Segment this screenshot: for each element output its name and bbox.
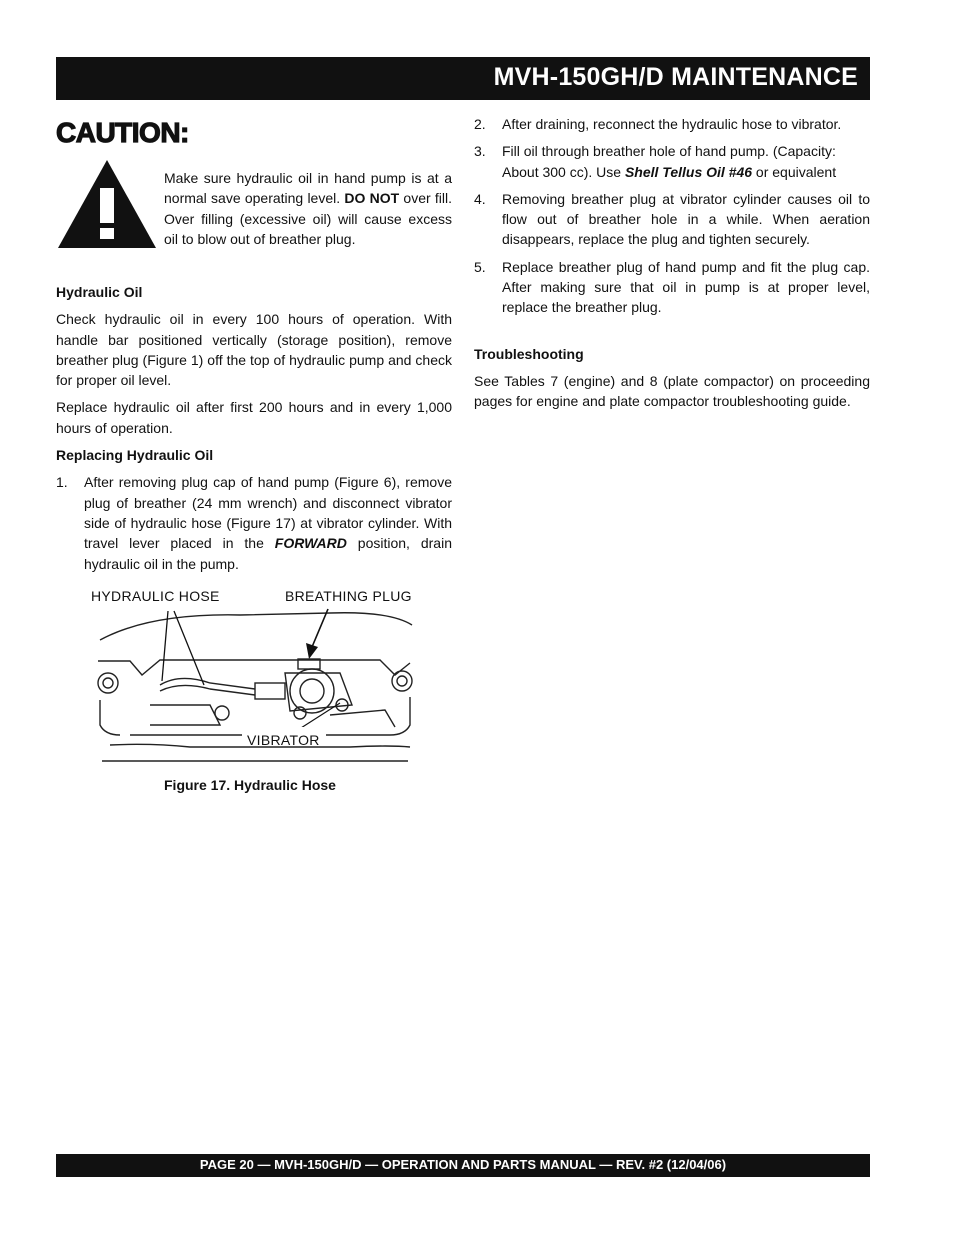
- step-number: 5.: [474, 258, 486, 275]
- hydraulic-oil-heading: Hydraulic Oil: [56, 284, 143, 300]
- replacing-oil-heading: Replacing Hydraulic Oil: [56, 447, 214, 464]
- breathing-plug-label: BREATHING PLUG: [285, 588, 412, 604]
- figure-caption: Figure 17. Hydraulic Hose: [164, 777, 336, 793]
- left-column: [56, 282, 452, 581]
- step-text: Replace breather plug of hand pump and fit the plug cap. After making sure that oil in pump is at proper level, replace the breather plug.: [502, 258, 870, 316]
- warning-triangle-icon: [56, 158, 158, 250]
- step-number: 2.: [474, 116, 486, 132]
- troubleshooting-heading: Troubleshooting: [474, 345, 584, 362]
- hydraulic-oil-para-2: Replace hydraulic oil after first 200 hours and in every 1,000 hours of operation.: [56, 399, 452, 436]
- troubleshooting-text: See Tables 7 (engine) and 8 (plate compactor) on proceeding pages for engine and plate compactor troubleshooting guide.: [474, 372, 870, 410]
- hydraulic-hose-figure: [90, 585, 420, 770]
- caution-heading: CAUTION:: [56, 117, 189, 148]
- footer-bar: PAGE 20 — MVH-150GH/D — OPERATION AND PARTS MANUAL — REV. #2 (12/04/06): [56, 1154, 870, 1177]
- caution-text: Make sure hydraulic oil in hand pump is at a normal save operating level. DO NOT over fill. Over filling (excessive oil) will cause excess oil to blow out of breather plug.: [164, 170, 452, 247]
- step-5: [474, 257, 870, 318]
- step-1: [56, 472, 452, 573]
- vibrator-label: VIBRATOR: [247, 732, 320, 748]
- step-text: After draining, reconnect the hydraulic hose to vibrator.: [502, 116, 842, 132]
- page-title: MVH-150GH/D MAINTENANCE: [493, 63, 858, 91]
- step-number: 1.: [56, 474, 68, 491]
- step-number: 4.: [474, 190, 486, 207]
- step-3: [474, 141, 870, 182]
- right-column: [474, 114, 870, 419]
- step-text: Fill oil through breather hole of hand pump. (Capacity: About 300 cc). Use Shell Tellus Oil #46 or equivalent: [502, 143, 837, 180]
- step-text: After removing plug cap of hand pump (Figure 6), remove plug of breather (24 mm wrench) and disconnect vibrator side of hydraulic hose (Figure 17) at vibrator cylinder. With travel lever placed in the FORWARD position, drain hydraulic oil in the pump.: [84, 474, 452, 572]
- step-number: 3.: [474, 143, 486, 160]
- step-4: [474, 189, 870, 250]
- step-text: Removing breather plug at vibrator cylinder causes oil to flow out of breather hole in a while. When aeration disappears, replace the plug and tighten securely.: [502, 190, 870, 248]
- hydraulic-oil-para-1: Check hydraulic oil in every 100 hours of operation. With handle bar positioned vertically (storage position), remove breather plug (Figure 1) off the top of hydraulic pump and check for proper oil level.: [56, 311, 452, 389]
- step-2: [474, 114, 870, 134]
- hydraulic-hose-label: HYDRAULIC HOSE: [91, 588, 220, 604]
- header-bar: [56, 57, 870, 100]
